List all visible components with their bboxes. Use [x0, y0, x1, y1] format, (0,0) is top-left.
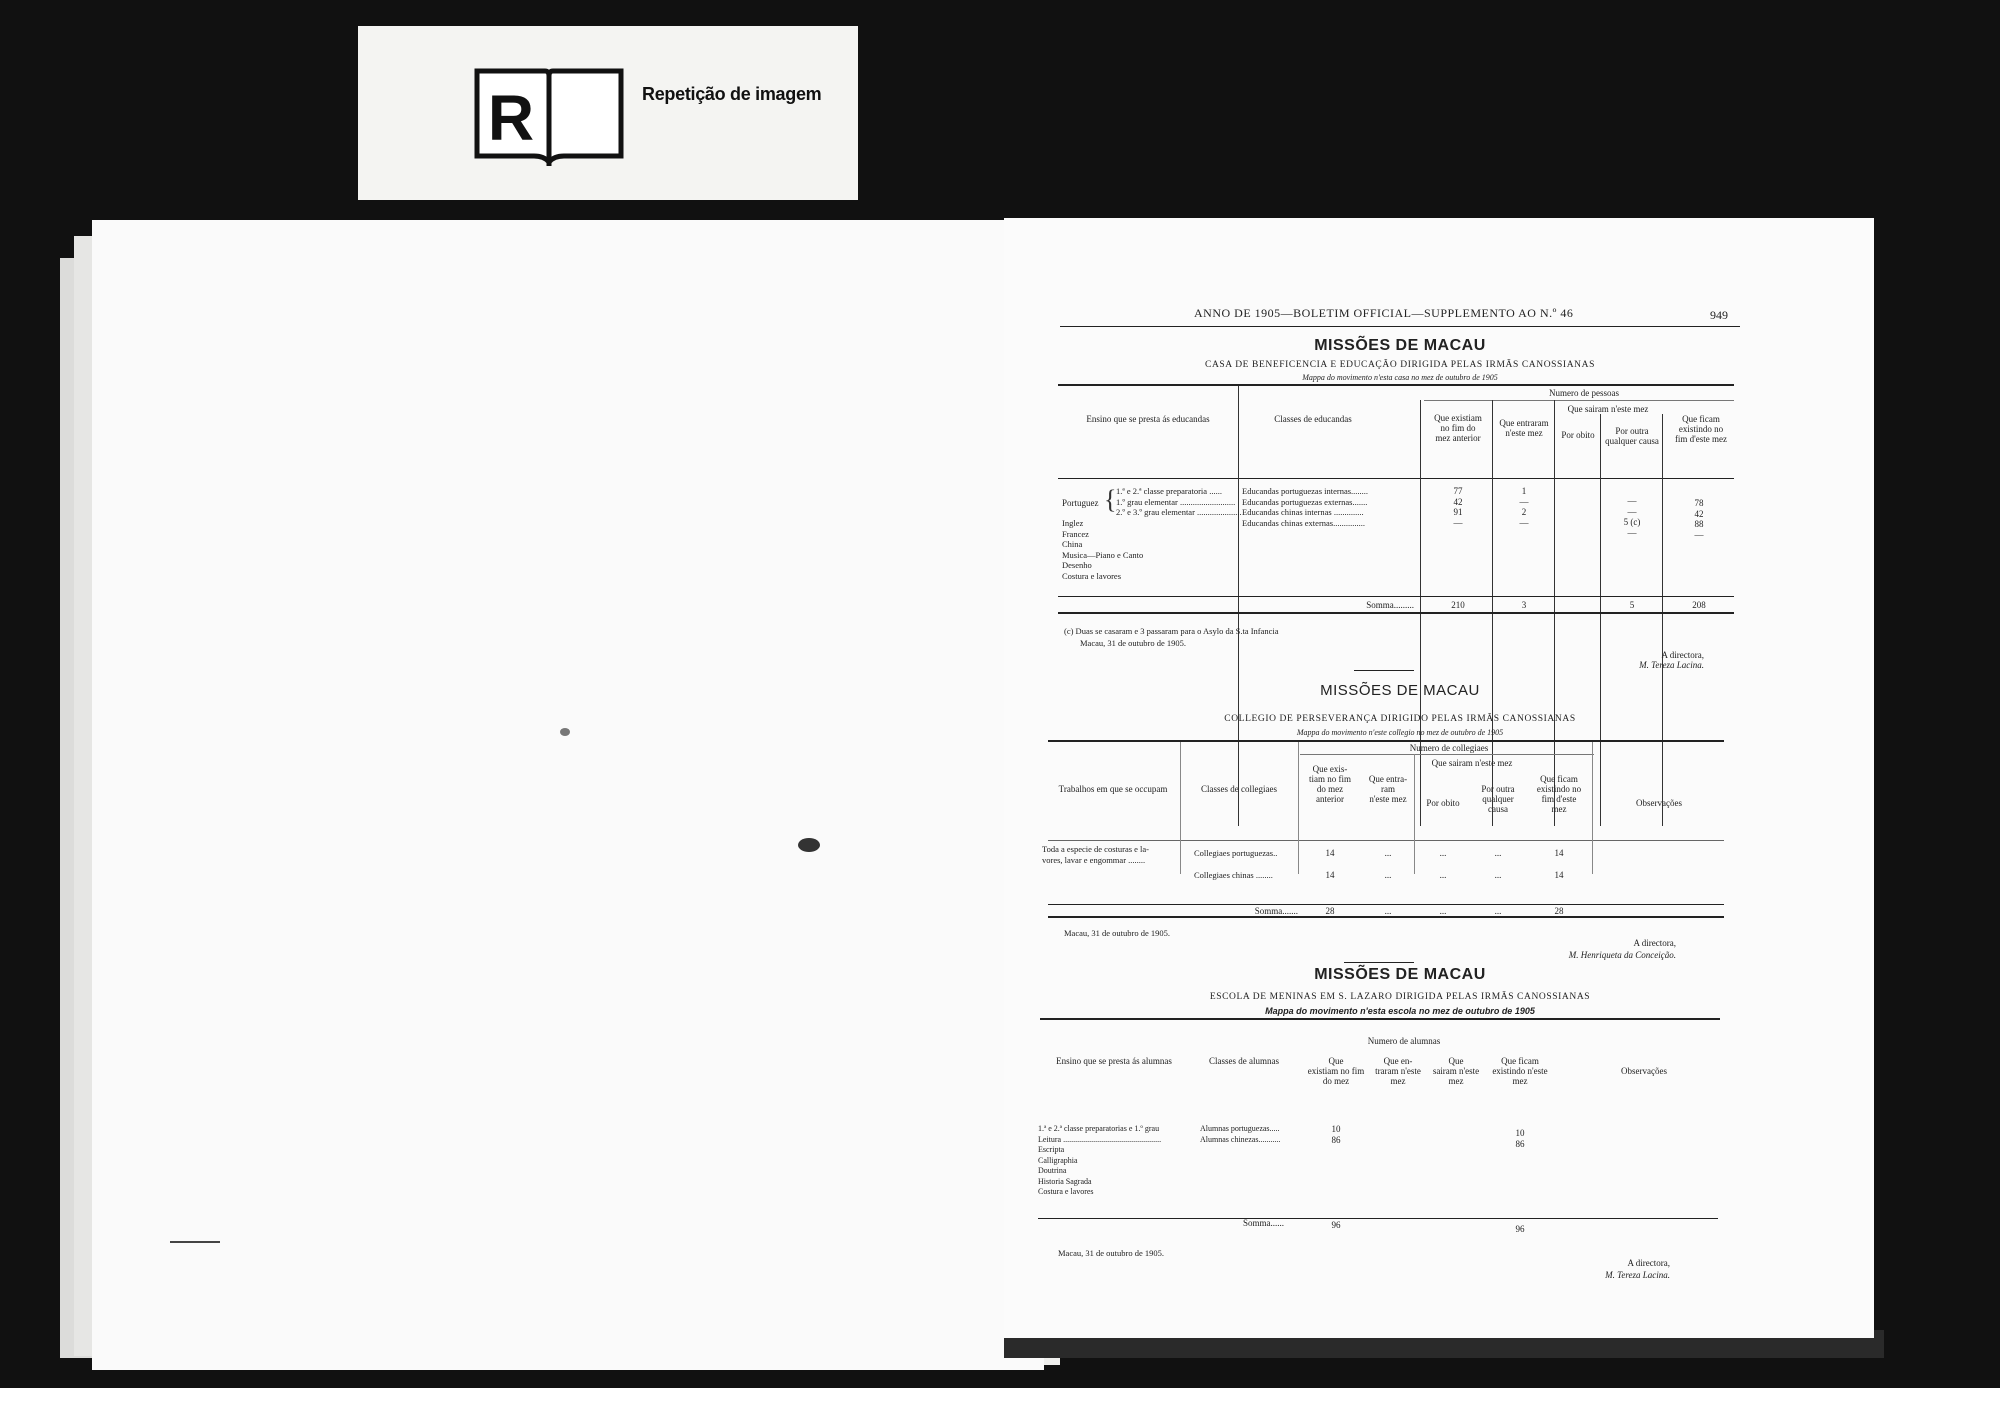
t2-dots: ... — [1384, 870, 1392, 880]
t3-col-existiam: Que existiam no fim do mez — [1307, 1056, 1365, 1086]
t2-dots: ... — [1439, 906, 1447, 916]
t1-col-entraram: Que entraram n'este mez — [1499, 418, 1549, 438]
t2-ficam-row2: 14 — [1554, 870, 1564, 880]
t2-dots: ... — [1384, 848, 1392, 858]
t2-trabalhos: Toda a especie de costuras e la- vores, lavar e engommar ........ — [1042, 844, 1150, 865]
t2-somma-label: Somma....... — [1254, 906, 1298, 916]
t2-col-existiam: Que exis- tiam no fim do mez anterior — [1309, 764, 1351, 804]
t3-sign-name: M. Tereza Lacina. — [1605, 1270, 1670, 1280]
open-book-icon — [474, 68, 624, 166]
t1-outra-values: — — 5 (c) — — [1623, 496, 1641, 538]
t1-group-header: Numero de pessoas — [1549, 388, 1619, 398]
t1-sum-rule — [1058, 596, 1734, 597]
t1-divider — [1662, 414, 1663, 826]
t1-group-sub: Que sairam n'este mez — [1567, 404, 1649, 414]
t1-sign-role: A directora, — [1661, 650, 1704, 660]
t2-col-ficam: Que ficam existindo no fim d'este mez — [1536, 774, 1582, 814]
t2-dots: ... — [1494, 848, 1502, 858]
t3-col-classes: Classes de alumnas — [1209, 1056, 1279, 1066]
t2-dots: ... — [1494, 906, 1502, 916]
t3-col-entraram: Que en- traram n'este mez — [1375, 1056, 1421, 1086]
t2-col-trabalhos: Trabalhos em que se occupam — [1058, 784, 1168, 794]
t3-group-header: Numero de alumnas — [1367, 1036, 1441, 1046]
t3-col-obs: Observações — [1621, 1066, 1667, 1076]
t2-sign-role: A directora, — [1633, 938, 1676, 948]
t2-somma-ficam: 28 — [1554, 906, 1564, 916]
section1-title: MISSÕES DE MACAU — [1314, 337, 1486, 354]
t2-existiam-row1: 14 — [1325, 848, 1335, 858]
t1-header-rule — [1058, 478, 1734, 479]
t3-classes: Alumnas portuguezas..... Alumnas chinezas........... — [1200, 1124, 1281, 1144]
bottom-strip — [0, 1388, 2000, 1406]
t1-existiam-values: 77 42 91 — — [1453, 486, 1463, 528]
section2-caption: Mappa do movimento n'este collegio no mez de outubro de 1905 — [1296, 728, 1504, 737]
t1-portuguez-label: Portuguez — [1062, 498, 1099, 508]
section2-subtitle: COLLEGIO DE PERSEVERANÇA DIRIGIDO PELAS IRMÃS CANOSSIANAS — [1224, 714, 1576, 724]
t2-divider — [1592, 742, 1593, 874]
document-page — [1004, 218, 1874, 1338]
ink-spot — [560, 728, 570, 736]
t3-date: Macau, 31 de outubro de 1905. — [1058, 1248, 1164, 1258]
t2-class-row1: Collegiaes portuguezas.. — [1194, 848, 1278, 858]
table2-top-rule — [1048, 740, 1724, 742]
page-mark — [170, 1241, 220, 1243]
t1-somma-outra: 5 — [1629, 600, 1635, 610]
repetition-label: Repetição de imagem — [642, 84, 822, 104]
t2-somma-existiam: 28 — [1325, 906, 1335, 916]
t1-brace: { — [1104, 485, 1117, 514]
t3-somma-label: Somma...... — [1242, 1218, 1284, 1228]
ink-blot — [798, 838, 820, 852]
t1-somma-existiam: 210 — [1451, 600, 1465, 610]
t2-bottom-rule — [1048, 916, 1724, 918]
section1-caption: Mappa do movimento n'esta casa no mez de outubro de 1905 — [1302, 373, 1498, 382]
t2-group-header: Numero de collegiaes — [1409, 743, 1489, 753]
t1-somma-entraram: 3 — [1521, 600, 1527, 610]
t1-ensino-port: 1.ª e 2.ª classe preparatoria ...... 1.º grau elementar .......................... 2.º e 3.º grau elementar ..................... — [1116, 486, 1242, 517]
t2-divider — [1180, 742, 1181, 874]
section3-subtitle: ESCOLA DE MENINAS EM S. LAZARO DIRIGIDA PELAS IRMÃS CANOSSIANAS — [1209, 992, 1591, 1002]
t1-somma-ficam: 208 — [1692, 600, 1706, 610]
t1-col-ficam: Que ficam existindo no fim d'este mez — [1674, 414, 1728, 444]
t2-dots: ... — [1439, 848, 1447, 858]
t2-dots: ... — [1494, 870, 1502, 880]
t2-col-obs: Observações — [1636, 798, 1682, 808]
section1-subtitle: CASA DE BENEFICENCIA E EDUCAÇÃO DIRIGIDA PELAS IRMÃS CANOSSIANAS — [1205, 360, 1595, 370]
t1-ficam-values: 78 42 88 — — [1694, 498, 1704, 540]
t2-group-rule — [1300, 754, 1594, 755]
t2-group-sub: Que sairam n'este mez — [1431, 758, 1513, 768]
section3-title: MISSÕES DE MACAU — [1314, 966, 1486, 983]
t3-sign-role: A directora, — [1627, 1258, 1670, 1268]
t3-col-ficam: Que ficam existindo n'este mez — [1492, 1056, 1548, 1086]
t2-col-obito: Por obito — [1426, 798, 1460, 808]
t2-col-classes: Classes de collegiaes — [1201, 784, 1277, 794]
repeat-letter: R — [487, 82, 535, 154]
t2-dots: ... — [1384, 906, 1392, 916]
t2-col-outra: Por outra qualquer causa — [1481, 784, 1515, 814]
t1-bottom-rule — [1058, 612, 1734, 614]
t2-dots: ... — [1439, 870, 1447, 880]
t1-sign-name: M. Tereza Lacina. — [1639, 660, 1704, 670]
t3-somma-ficam: 96 — [1515, 1224, 1525, 1234]
t2-sum-rule — [1048, 904, 1724, 905]
t2-existiam-row2: 14 — [1325, 870, 1335, 880]
t1-date: Macau, 31 de outubro de 1905. — [1080, 638, 1186, 648]
t1-col-obito: Por obito — [1561, 430, 1595, 440]
t2-class-row2: Collegiaes chinas ........ — [1194, 870, 1273, 880]
t1-divider — [1238, 386, 1239, 826]
t3-sum-rule — [1038, 1218, 1718, 1219]
t1-group-rule — [1424, 400, 1734, 401]
t3-col-sairam: Que sairam n'este mez — [1432, 1056, 1480, 1086]
header-rule — [1060, 326, 1740, 327]
t3-ensino: 1.ª e 2.ª classe preparatorias e 1.º grau Leitura ................................................. Escripta Calligraphia Doutrina Historia Sagrada Costura e lavores — [1038, 1124, 1162, 1196]
t2-divider — [1298, 742, 1299, 874]
t1-entraram-values: 1 — 2 — — [1519, 486, 1529, 528]
separator-rule — [1344, 962, 1414, 963]
t1-somma-label: Somma......... — [1366, 600, 1414, 610]
t1-col-existiam: Que existiam no fim do mez anterior — [1434, 413, 1482, 443]
t1-col-ensino: Ensino que se presta ás educandas — [1086, 414, 1210, 424]
t1-divider — [1600, 414, 1601, 826]
t3-col-ensino: Ensino que se presta ás alumnas — [1056, 1056, 1172, 1066]
running-header: ANNO DE 1905—BOLETIM OFFICIAL—SUPPLEMENTO AO N.º 46 — [1194, 306, 1574, 320]
table1-top-rule — [1058, 384, 1734, 386]
t1-classes: Educandas portuguezas internas........ Educandas portuguezas externas....... Educandas chinas internas .............. Educandas chinas externas............... — [1242, 486, 1369, 528]
t1-ensino-rest: Inglez Francez China Musica—Piano e Canto Desenho Costura e lavores — [1062, 518, 1144, 581]
table3-top-rule — [1040, 1018, 1720, 1020]
section3-caption: Mappa do movimento n'esta escola no mez de outubro de 1905 — [1265, 1006, 1535, 1016]
t2-header-rule — [1048, 840, 1724, 841]
t1-note: (c) Duas se casaram e 3 passaram para o Asylo da S.ta Infancia — [1064, 626, 1279, 636]
separator-rule — [1354, 670, 1414, 671]
t2-ficam-row1: 14 — [1554, 848, 1564, 858]
t2-sign-name: M. Henriqueta da Conceição. — [1568, 950, 1676, 960]
t3-existiam-values: 10 86 — [1331, 1124, 1341, 1145]
t1-col-classes: Classes de educandas — [1274, 414, 1352, 424]
t2-col-entraram: Que entra- ram n'este mez — [1368, 774, 1408, 804]
t3-ficam-values: 10 86 — [1515, 1128, 1525, 1149]
t1-col-outra: Por outra qualquer causa — [1605, 426, 1659, 446]
t2-date: Macau, 31 de outubro de 1905. — [1064, 928, 1170, 938]
left-page — [92, 220, 1044, 1370]
page-number: 949 — [1710, 308, 1728, 322]
section2-title: MISSÕES DE MACAU — [1320, 682, 1480, 699]
t3-somma-existiam: 96 — [1331, 1220, 1341, 1230]
